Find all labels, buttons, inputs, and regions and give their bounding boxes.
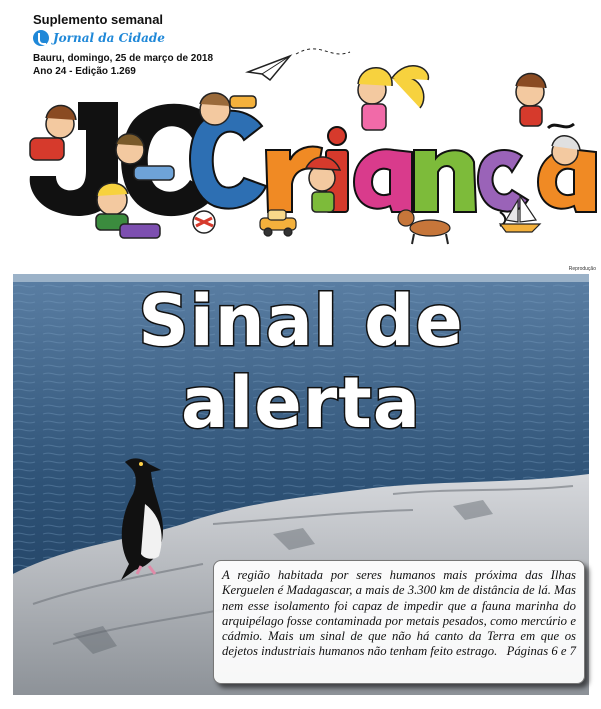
page-reference[interactable]: Páginas 6 e 7 bbox=[506, 644, 576, 659]
cover-caption-box bbox=[213, 560, 585, 684]
issue-edition: Ano 24 - Edição 1.269 bbox=[33, 66, 136, 77]
photo-credit: Reprodução bbox=[568, 266, 596, 272]
toy-car-icon bbox=[260, 210, 296, 236]
supplement-label: Suplemento semanal bbox=[33, 12, 164, 27]
cover-headline: Sinal de alerta bbox=[138, 280, 464, 444]
publisher-name: Jornal da Cidade bbox=[53, 31, 165, 45]
dog-icon bbox=[398, 210, 450, 244]
masthead-logo bbox=[0, 0, 601, 268]
paper-plane-icon bbox=[248, 49, 350, 80]
cover-caption-text: A região habitada por seres humanos mais próxima das Ilhas Kerguelen é Madagascar, a mais de 3.300 km de distância de lá. Mas nem esse isolamento foi capaz de impedir que a fauna marinha do arquipélago fosse contaminada por metais pesados, como mercúrio e cádmio. Mais um sinal de que não há canto da Terra em que os dejetos industriais humanos não tenham feito estrago. bbox=[222, 568, 576, 659]
issue-date: Bauru, domingo, 25 de março de 2018 bbox=[33, 53, 214, 64]
